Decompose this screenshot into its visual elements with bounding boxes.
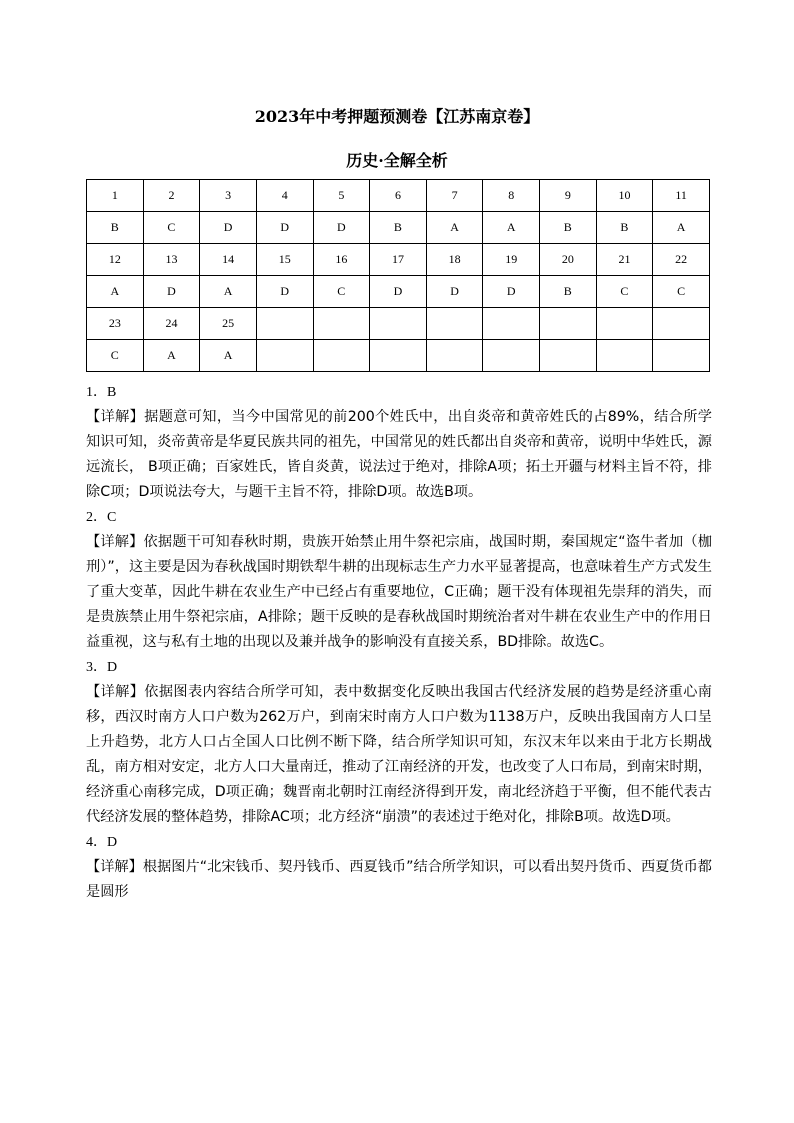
explanation-text: 依据题干可知春秋时期，贵族开始禁止用牛祭祀宗庙，战国时期，秦国规定“盗牛者加（枷刑）”，这主要是因为春秋战国时期铁犁牛耕的出现标志生产力水平显著提高，也意味着生产方式发生了重大变革，因此牛耕在农业生产中已经占有重要地位，C正确；题干没有体现祖先崇拜的消失，而是贵族禁止用牛祭祀宗庙，A排除；题干反映的是春秋战国时期统治者对牛耕在农业生产中的作用日益重视，这与私有土地的出现以及兼并战争的影响没有直接关系，BD排除。故选C。: [86, 534, 712, 650]
answer-table-cell: [256, 340, 313, 372]
answer-table-cell: A: [143, 340, 200, 372]
answer-table-cell: [426, 308, 483, 340]
detail-tag: 【详解】: [86, 684, 145, 700]
answer-table-cell: [540, 308, 597, 340]
answer-table-cell: 19: [483, 244, 540, 276]
answer-table-cell: [653, 340, 710, 372]
answer-table-cell: C: [653, 276, 710, 308]
answer-table-cell: D: [426, 276, 483, 308]
answer-table-cell: 15: [256, 244, 313, 276]
answer-table-cell: 21: [596, 244, 653, 276]
answer-table-cell: 24: [143, 308, 200, 340]
explanations: [86, 380, 712, 905]
answer-table-cell: 5: [313, 180, 370, 212]
answer-table-cell: 18: [426, 244, 483, 276]
answer-table-cell: D: [313, 212, 370, 244]
detail-tag: 【详解】: [86, 534, 144, 550]
answer-table-cell: 11: [653, 180, 710, 212]
page-title: 2023年中考押题预测卷【江苏南京卷】: [254, 107, 540, 126]
answer-table-row: [87, 340, 710, 372]
answer-table-row: [87, 212, 710, 244]
answer-table-cell: 16: [313, 244, 370, 276]
answer-table-cell: [313, 308, 370, 340]
answer-table-cell: 14: [200, 244, 257, 276]
answer-table-cell: [370, 308, 427, 340]
answer-table-cell: B: [370, 212, 427, 244]
answer-table-row: [87, 180, 710, 212]
answer-table-cell: A: [653, 212, 710, 244]
answer-table-cell: B: [596, 212, 653, 244]
answer-table-cell: 1: [87, 180, 144, 212]
question-number: 3．D: [86, 660, 118, 675]
explanation-text: 根据图片“北宋钱币、契丹钱币、西夏钱币”结合所学知识，可以看出契丹货币、西夏货币都是圆形: [86, 859, 712, 900]
answer-table-cell: 9: [540, 180, 597, 212]
explanation-text: 依据图表内容结合所学可知，表中数据变化反映出我国古代经济发展的趋势是经济重心南移，西汉时南方人口户数为262万户，到南宋时南方人口户数为1138万户，反映出我国南方人口呈上升趋势，北方人口占全国人口比例不断下降，结合所学知识可知，东汉末年以来由于北方长期战乱，南方相对安定，北方人口大量南迁，推动了江南经济的开发，也改变了人口布局，到南宋时期，经济重心南移完成，D项正确；魏晋南北朝时江南经济得到开发，南北经济趋于平衡，但不能代表古代经济发展的整体趋势，排除AC项；北方经济“崩溃”的表述过于绝对化，排除B项。故选D项。: [86, 684, 712, 825]
answer-table-cell: D: [370, 276, 427, 308]
detail-tag: 【详解】: [86, 859, 143, 875]
answer-table-cell: D: [256, 276, 313, 308]
answer-table-cell: [256, 308, 313, 340]
explanation-paragraph: [86, 530, 712, 655]
answer-table-cell: [596, 308, 653, 340]
answer-table-cell: 6: [370, 180, 427, 212]
question-number: 2．C: [86, 510, 117, 525]
answer-table-cell: C: [87, 340, 144, 372]
answer-table-cell: D: [200, 212, 257, 244]
answer-table-cell: C: [143, 212, 200, 244]
answer-table-cell: 12: [87, 244, 144, 276]
explanation-paragraph: [86, 405, 712, 505]
explanation-paragraph: [86, 855, 712, 905]
answer-table-cell: C: [596, 276, 653, 308]
answer-table-cell: [540, 340, 597, 372]
answer-table-cell: A: [200, 276, 257, 308]
answer-table-row: [87, 276, 710, 308]
answer-table-cell: 17: [370, 244, 427, 276]
answer-table-cell: 22: [653, 244, 710, 276]
answer-table-cell: 20: [540, 244, 597, 276]
answer-table-cell: 13: [143, 244, 200, 276]
answer-table-row: [87, 308, 710, 340]
answer-table-row: [87, 244, 710, 276]
answer-table-cell: C: [313, 276, 370, 308]
answer-table-cell: 25: [200, 308, 257, 340]
answer-table-cell: B: [540, 212, 597, 244]
answer-table-cell: [370, 340, 427, 372]
answer-table-cell: 23: [87, 308, 144, 340]
question-number: 1．B: [86, 385, 117, 400]
question-number: 4．D: [86, 835, 118, 850]
answer-table-cell: D: [143, 276, 200, 308]
answer-table-cell: [596, 340, 653, 372]
answer-table: [86, 179, 710, 372]
answer-table-cell: [653, 308, 710, 340]
answer-table-cell: A: [483, 212, 540, 244]
answer-table-cell: A: [426, 212, 483, 244]
answer-table-cell: 2: [143, 180, 200, 212]
answer-table-cell: A: [87, 276, 144, 308]
answer-table-cell: 4: [256, 180, 313, 212]
detail-tag: 【详解】: [86, 409, 145, 425]
explanation-text: 据题意可知，当今中国常见的前200个姓氏中，出自炎帝和黄帝姓氏的占89%，结合所学知识可知，炎帝黄帝是华夏民族共同的祖先，中国常见的姓氏都出自炎帝和黄帝，说明中华姓氏，源远流长， B项正确；百家姓氏，皆自炎黄，说法过于绝对，排除A项；拓土开疆与材料主旨不符，排除C项；D项说法夸大，与题干主旨不符，排除D项。故选B项。: [86, 409, 712, 500]
answer-table-cell: B: [540, 276, 597, 308]
answer-table-cell: 3: [200, 180, 257, 212]
page-subtitle: 历史·全解全析: [346, 151, 448, 170]
answer-table-cell: A: [200, 340, 257, 372]
answer-table-cell: [426, 340, 483, 372]
answer-table-cell: B: [87, 212, 144, 244]
answer-table-cell: 10: [596, 180, 653, 212]
explanation-paragraph: [86, 680, 712, 830]
answer-table-cell: [483, 308, 540, 340]
answer-table-cell: [313, 340, 370, 372]
answer-table-cell: 7: [426, 180, 483, 212]
answer-table-cell: D: [256, 212, 313, 244]
answer-table-cell: [483, 340, 540, 372]
answer-table-cell: 8: [483, 180, 540, 212]
answer-table-cell: D: [483, 276, 540, 308]
